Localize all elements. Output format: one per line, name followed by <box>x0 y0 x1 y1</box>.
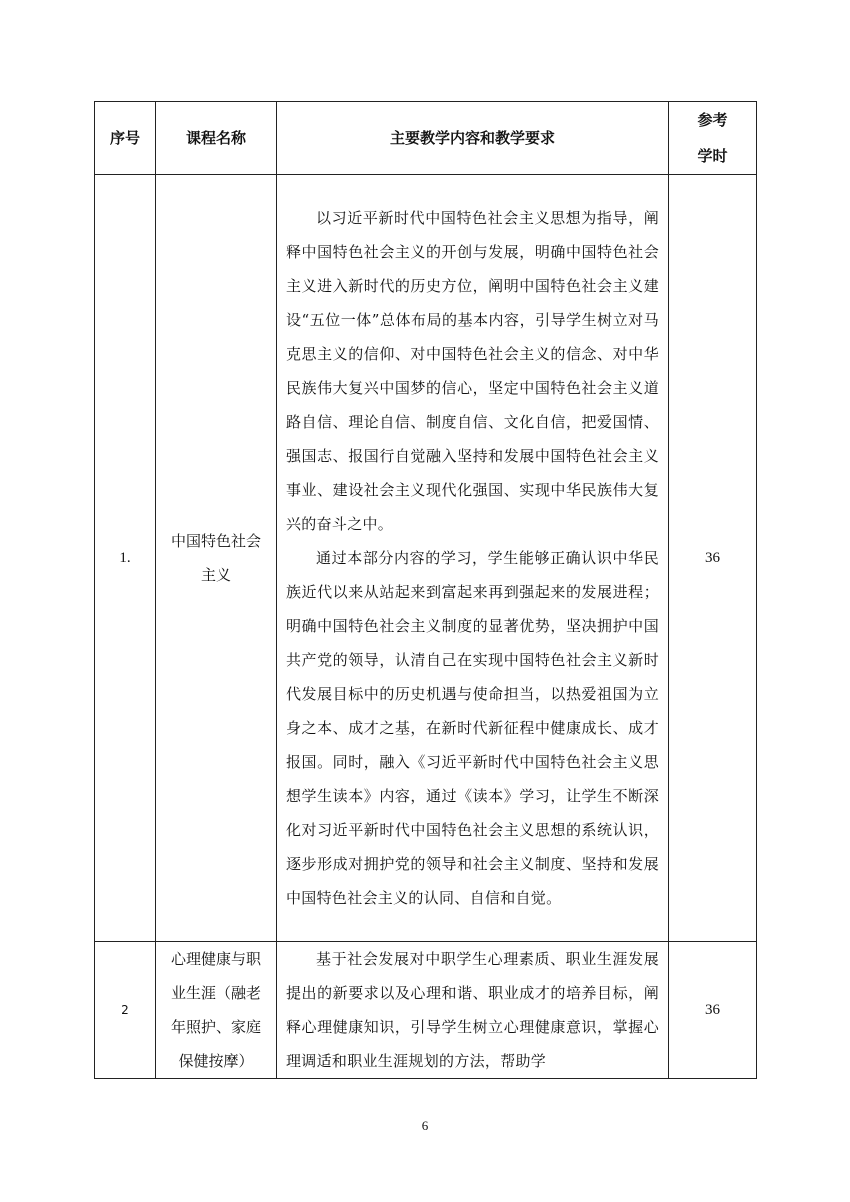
header-hours-line2: 学时 <box>697 147 728 165</box>
content-paragraph: 通过本部分内容的学习，学生能够正确认识中华民族近代以来从站起来到富起来再到强起来的发展进程；明确中国特色社会主义制度的显著优势，坚决拥护中国共产党的领导，认清自己在实现中国特色社会主义新时代发展目标中的历史机遇与使命担当，以热爱祖国为立身之本、成才之基，在新时代新征程中健康成长、成才报国。同时，融入《习近平新时代中国特色社会主义思想学生读本》内容，通过《读本》学习，让学生不断深化对习近平新时代中国特色社会主义思想的系统认识，逐步形成对拥护党的领导和社会主义制度、坚持和发展中国特色社会主义的认同、自信和自觉。 <box>286 549 659 907</box>
page-number: 6 <box>421 1118 429 1133</box>
content-paragraph: 以习近平新时代中国特色社会主义思想为指导，阐释中国特色社会主义的开创与发展，明确中国特色社会主义进入新时代的历史方位，阐明中国特色社会主义建设“五位一体”总体布局的基本内容，引导学生树立对马克思主义的信仰、对中国特色社会主义的信念、对中华民族伟大复兴中国梦的信心，坚定中国特色社会主义道路自信、理论自信、制度自信、文化自信，把爱国情、强国志、报国行自觉融入坚持和发展中国特色社会主义事业、建设社会主义现代化强国、实现中华民族伟大复兴的奋斗之中。 <box>286 209 659 533</box>
header-content: 主要教学内容和教学要求 <box>277 102 669 175</box>
header-course: 课程名称 <box>156 102 277 175</box>
course-table <box>94 101 757 1079</box>
header-seq: 序号 <box>95 102 156 175</box>
header-hours-line1: 参考 <box>697 111 728 129</box>
row-course: 心理健康与职业生涯（融老年照护、家庭保健按摩） <box>156 942 277 1079</box>
row-seq: 1. <box>95 175 156 942</box>
header-row <box>95 102 757 175</box>
row-hours: 36 <box>669 942 757 1079</box>
row-hours: 36 <box>669 175 757 942</box>
table-row <box>95 942 757 1079</box>
row-content <box>277 175 669 942</box>
row-course: 中国特色社会主义 <box>156 175 277 942</box>
table-row <box>95 175 757 942</box>
row-seq: 2 <box>95 942 156 1079</box>
content-paragraph: 基于社会发展对中职学生心理素质、职业生涯发展提出的新要求以及心理和谐、职业成才的培养目标，阐释心理健康知识，引导学生树立心理健康意识，掌握心理调适和职业生涯规划的方法，帮助学 <box>286 950 659 1070</box>
row-content <box>277 942 669 1079</box>
header-hours <box>669 102 757 175</box>
